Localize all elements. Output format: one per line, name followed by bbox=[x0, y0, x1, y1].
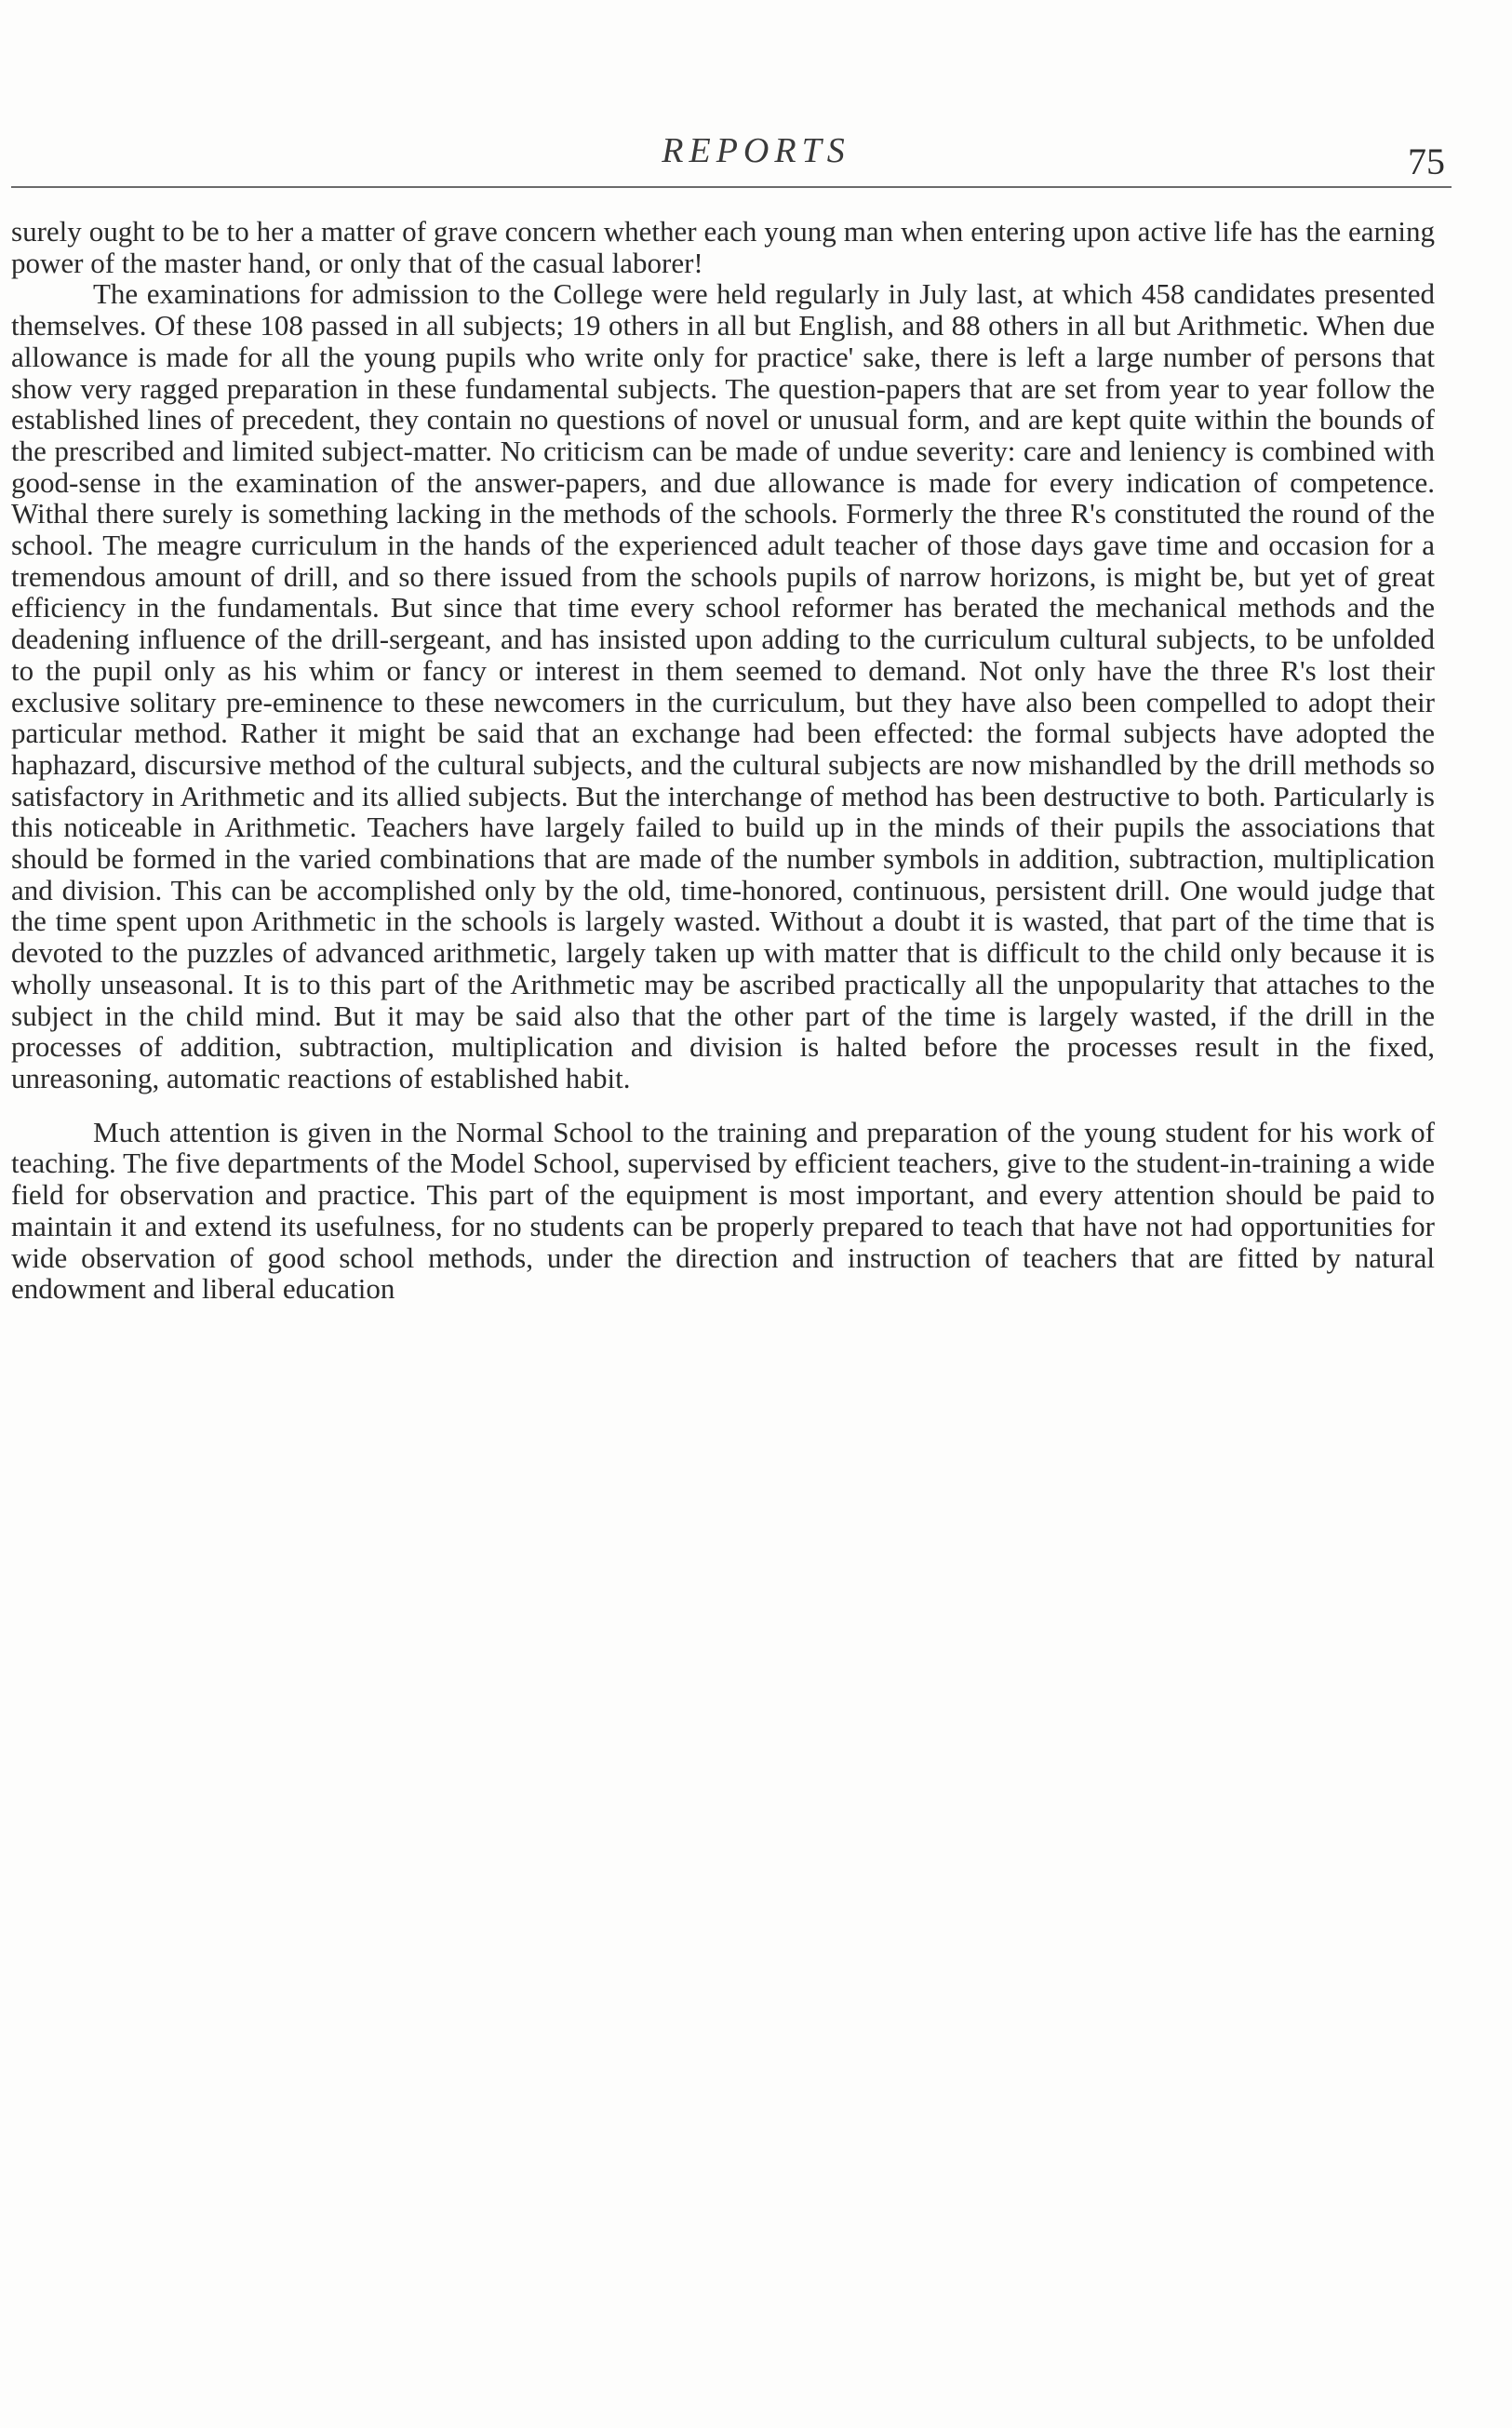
running-header bbox=[0, 130, 1512, 186]
paragraph-examinations: The examinations for admission to the College were held regularly in July last, at which 458 candidates presented themselves. Of these 108 passed in all subjects; 19 others in all but English, and 88 others in all but Arithmetic. When due allowance is made for all the young pupils who write only for practice' sake, there is left a large number of persons that show very ragged preparation in these fundamental subjects. The question-papers that are set from year to year follow the established lines of precedent, they contain no questions of novel or unusual form, and are kept quite within the bounds of the prescribed and limited subject-matter. No criticism can be made of undue severity: care and leniency is combined with good-sense in the examination of the answer-papers, and due allowance is made for every indication of competence. Withal there surely is something lacking in the methods of the schools. Formerly the three R's constituted the round of the school. The meagre curriculum in the hands of the experienced adult teacher of those days gave time and occasion for a tremendous amount of drill, and so there issued from the schools pupils of narrow horizons, is might be, but yet of great efficiency in the fundamentals. But since that time every school reformer has berated the mechanical methods and the deadening influence of the drill-sergeant, and has insisted upon adding to the curriculum cultural subjects, to be unfolded to the pupil only as his whim or fancy or interest in them seemed to demand. Not only have the three R's lost their exclusive solitary pre-eminence to these newcomers in the curriculum, but they have also been compelled to adopt their particular method. Rather it might be said that an exchange had been effected: the formal subjects have adopted the haphazard, discursive method of the cultural subjects, and the cultural subjects are now mishandled by the drill methods so satisfactory in Arithmetic and its allied subjects. But the interchange of method has been destructive to both. Particularly is this noticeable in Arithmetic. Teachers have largely failed to build up in the minds of their pupils the associations that should be formed in the varied combinations that are made of the number symbols in addition, subtraction, multiplication and division. This can be accomplished only by the old, time-honored, continuous, persistent drill. One would judge that the time spent upon Arithmetic in the schools is largely wasted. Without a doubt it is wasted, that part of the time that is devoted to the puzzles of advanced arithmetic, largely taken up with matter that is difficult to the child only because it is wholly unseasonal. It is to this part of the Arithmetic may be ascribed practically all the unpopularity that attaches to the subject in the child mind. But it may be said also that the other part of the time is largely wasted, if the drill in the processes of addition, subtraction, multiplication and division is halted before the processes result in the fixed, unreasoning, automatic reactions of established habit. bbox=[11, 277, 1435, 1094]
body-text bbox=[11, 216, 1435, 1305]
page-number: 75 bbox=[1408, 141, 1445, 182]
paragraph-continued: surely ought to be to her a matter of grave concern whether each young man when entering upon active life has the earning power of the master hand, or only that of the casual laborer! bbox=[11, 215, 1435, 279]
header-rule bbox=[11, 186, 1452, 188]
running-title: REPORTS bbox=[662, 131, 850, 170]
paragraph-normal-school: Much attention is given in the Normal School to the training and preparation of the young student for his work of teaching. The five departments of the Model School, supervised by efficient teachers, give to the student-in-training a wide field for observation and practice. This part of the equipment is most important, and every attention should be paid to maintain it and extend its usefulness, for no students can be properly prepared to teach that have not had opportunities for wide observation of good school methods, under the direction and instruction of teachers that are fitted by natural endowment and liberal education bbox=[11, 1115, 1435, 1306]
